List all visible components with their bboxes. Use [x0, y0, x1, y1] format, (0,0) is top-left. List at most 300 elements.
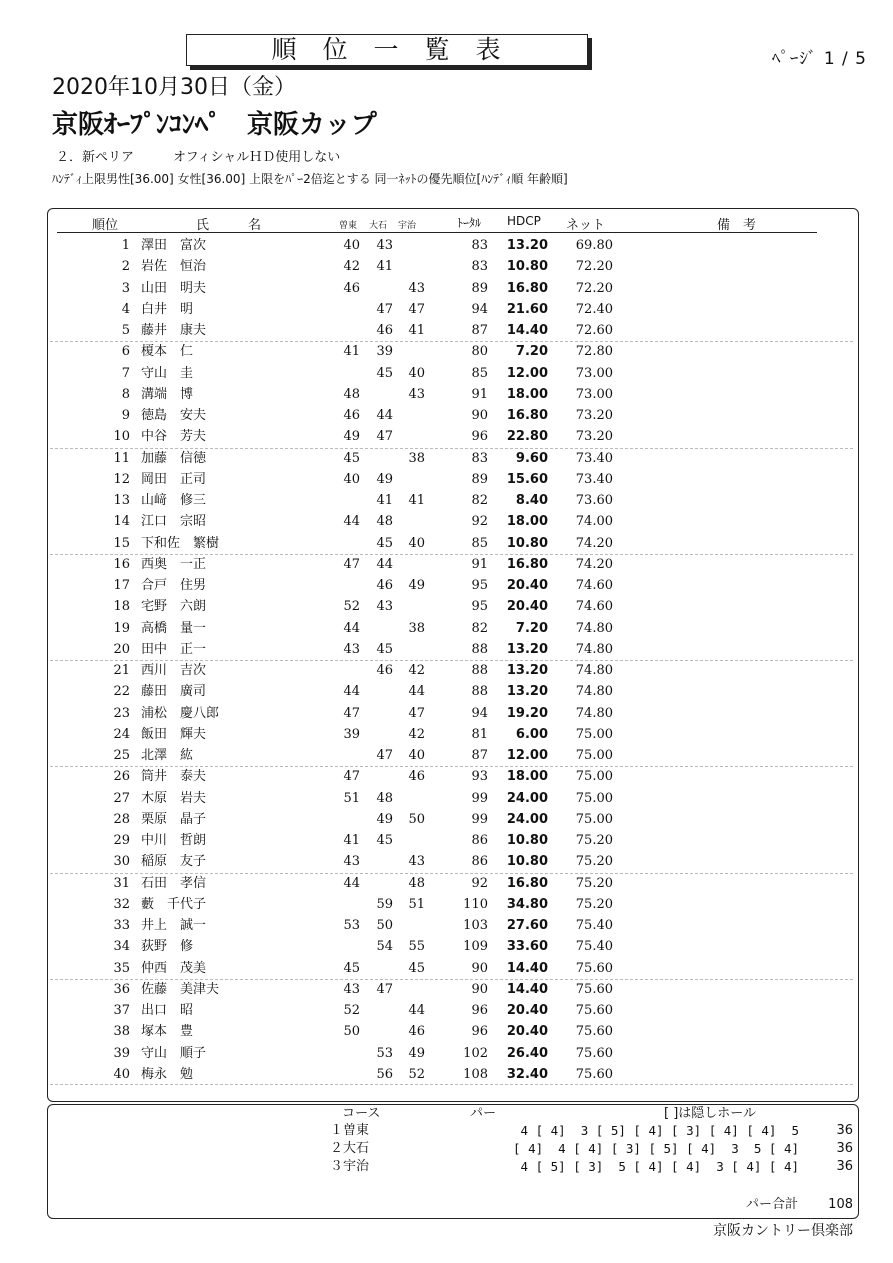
total-score: 94	[471, 705, 488, 721]
player-name: 宅野 六朗	[141, 599, 207, 615]
player-name: 梅永 勉	[141, 1066, 194, 1082]
rank-cell: 20	[113, 641, 130, 657]
total-score: 99	[471, 811, 488, 827]
course3-score: 49	[408, 1045, 425, 1061]
total-score: 83	[471, 238, 488, 253]
course2-score: 46	[376, 663, 393, 678]
course2-score: 49	[376, 811, 393, 827]
course2-score: 48	[376, 790, 393, 806]
net-score: 75.60	[575, 981, 613, 997]
event-name: 京阪ｵｰﾌﾟﾝｺﾝﾍﾟ 京阪カップ	[52, 110, 377, 140]
net-score: 75.20	[575, 833, 613, 848]
total-score: 90	[471, 960, 488, 976]
net-score: 74.80	[575, 705, 613, 721]
hdcp-value: 18.00	[506, 514, 548, 530]
player-name: 筒井 泰夫	[141, 769, 207, 785]
course3-score: 44	[408, 684, 425, 700]
hdcp-value: 32.40	[506, 1066, 548, 1082]
hdcp-value: 27.60	[506, 918, 548, 933]
total-score: 108	[463, 1066, 488, 1082]
rank-cell: 12	[113, 471, 130, 487]
handicap-rule: ﾊﾝﾃﾞｨ上限男性[36.00] 女性[36.00] 上限をﾊﾟｰ2倍迄とする 同一ﾈｯﾄの優先順位[ﾊﾝﾃﾞｨ順 年齢順]	[52, 172, 568, 186]
total-score: 88	[471, 684, 488, 700]
course1-score: 44	[343, 620, 360, 636]
total-score: 85	[471, 535, 488, 551]
course-par-total: 36	[836, 1159, 853, 1174]
hdcp-value: 21.60	[506, 301, 548, 317]
total-score: 96	[471, 429, 488, 445]
course2-score: 49	[376, 471, 393, 487]
hdcp-value: 33.60	[506, 939, 548, 955]
course3-score: 44	[408, 1003, 425, 1018]
player-name: 守山 圭	[141, 365, 194, 381]
rank-cell: 13	[113, 493, 130, 508]
total-score: 90	[471, 408, 488, 423]
player-name: 藤井 康夫	[141, 323, 207, 338]
course2-score: 48	[376, 514, 393, 530]
rank-cell: 14	[113, 514, 130, 530]
hdcp-value: 20.40	[506, 1024, 548, 1040]
net-score: 74.80	[575, 684, 613, 700]
course3-score: 43	[408, 386, 425, 402]
net-score: 75.60	[575, 1024, 613, 1040]
course-name: ３宇治	[330, 1159, 370, 1174]
rank-cell: 10	[113, 429, 130, 445]
hdcp-value: 13.20	[506, 641, 548, 657]
course3-score: 40	[408, 365, 425, 381]
course-par-total: 36	[836, 1123, 853, 1138]
net-score: 74.80	[575, 641, 613, 657]
course3-score: 52	[408, 1066, 425, 1082]
net-score: 74.80	[575, 663, 613, 678]
club-name: 京阪カントリー倶楽部	[713, 1223, 853, 1239]
net-score: 75.00	[575, 748, 613, 763]
hdcp-value: 24.00	[506, 790, 548, 806]
course3-score: 42	[408, 726, 425, 742]
course-par-total: 36	[836, 1141, 853, 1156]
course1-score: 44	[343, 875, 360, 891]
hdcp-value: 10.80	[506, 854, 548, 870]
total-score: 80	[471, 344, 488, 360]
player-name: 藤田 廣司	[141, 684, 207, 700]
course2-score: 47	[376, 981, 393, 997]
scoring-method: ２．新ペリア オフィシャルＨＤ使用しない	[56, 150, 341, 165]
course1-score: 50	[343, 1024, 360, 1040]
course3-score: 45	[408, 960, 425, 976]
net-score: 75.40	[575, 918, 613, 933]
player-name: 合戸 住男	[141, 578, 207, 593]
col-header-rank: 順位	[92, 218, 119, 233]
course-name: ２大石	[330, 1141, 370, 1156]
hdcp-value: 20.40	[506, 1003, 548, 1018]
course2-score: 53	[376, 1045, 393, 1061]
course2-score: 45	[376, 365, 393, 381]
hdcp-value: 18.00	[506, 386, 548, 402]
col-header-name: 氏 名	[196, 218, 262, 233]
course1-score: 51	[343, 790, 360, 806]
rank-cell: 7	[121, 365, 130, 381]
hdcp-value: 16.80	[506, 556, 548, 572]
course1-score: 44	[343, 514, 360, 530]
course3-score: 47	[408, 705, 425, 721]
total-score: 87	[471, 748, 488, 763]
course1-score: 44	[343, 684, 360, 700]
col-header-net: ネット	[566, 218, 606, 233]
net-score: 75.20	[575, 896, 613, 912]
total-score: 85	[471, 365, 488, 381]
player-name: 飯田 輝夫	[141, 726, 207, 742]
course2-score: 43	[376, 238, 393, 253]
player-name: 木原 岩夫	[141, 790, 207, 806]
course1-score: 46	[343, 280, 360, 296]
rank-cell: 17	[113, 578, 130, 593]
player-name: 中川 哲朗	[141, 833, 207, 848]
player-name: 藪 千代子	[141, 896, 207, 912]
rank-cell: 3	[121, 280, 130, 296]
player-name: 佐藤 美津夫	[141, 981, 220, 997]
course3-score: 40	[408, 748, 425, 763]
course1-score: 39	[343, 726, 360, 742]
rank-cell: 40	[113, 1066, 130, 1082]
player-name: 下和佐 繁樹	[141, 535, 220, 551]
total-score: 95	[471, 578, 488, 593]
total-score: 81	[471, 726, 488, 742]
player-name: 江口 宗昭	[141, 514, 207, 530]
net-score: 72.80	[575, 344, 613, 360]
course2-score: 47	[376, 301, 393, 317]
net-score: 75.20	[575, 854, 613, 870]
net-score: 75.00	[575, 769, 613, 785]
rank-cell: 36	[113, 981, 130, 997]
hdcp-value: 10.80	[506, 535, 548, 551]
rank-cell: 37	[113, 1003, 130, 1018]
rank-cell: 5	[121, 323, 130, 338]
course3-score: 48	[408, 875, 425, 891]
player-name: 岡田 正司	[141, 471, 207, 487]
rank-cell: 15	[113, 535, 130, 551]
hdcp-value: 16.80	[506, 280, 548, 296]
hdcp-value: 9.60	[515, 450, 548, 466]
course2-score: 39	[376, 344, 393, 360]
header-divider	[57, 232, 817, 233]
rank-cell: 26	[113, 769, 130, 785]
course-pars: 4 [ 5] [ 3] 5 [ 4] [ 4] 3 [ 4] [ 4]	[520, 1159, 799, 1174]
course1-score: 46	[343, 408, 360, 423]
player-name: 北澤 紘	[141, 748, 194, 763]
course1-score: 43	[343, 641, 360, 657]
hdcp-value: 20.40	[506, 578, 548, 593]
total-score: 93	[471, 769, 488, 785]
total-score: 89	[471, 471, 488, 487]
player-name: 田中 正一	[141, 641, 207, 657]
total-score: 109	[463, 939, 488, 955]
hdcp-value: 6.00	[515, 726, 548, 742]
rank-cell: 23	[113, 705, 130, 721]
hdcp-value: 24.00	[506, 811, 548, 827]
course1-score: 40	[343, 471, 360, 487]
rank-cell: 8	[121, 386, 130, 402]
hdcp-value: 34.80	[506, 896, 548, 912]
total-score: 102	[463, 1045, 488, 1061]
hdcp-value: 8.40	[515, 493, 548, 508]
course2-score: 46	[376, 578, 393, 593]
net-score: 75.60	[575, 960, 613, 976]
total-score: 88	[471, 641, 488, 657]
hdcp-value: 7.20	[515, 344, 548, 360]
net-score: 73.00	[575, 365, 613, 381]
total-score: 82	[471, 620, 488, 636]
net-score: 72.40	[575, 301, 613, 317]
event-date: 2020年10月30日（金）	[52, 75, 296, 100]
hdcp-value: 22.80	[506, 429, 548, 445]
hdcp-value: 12.00	[506, 365, 548, 381]
course3-score: 38	[408, 450, 425, 466]
rank-cell: 6	[121, 344, 130, 360]
hdcp-value: 16.80	[506, 875, 548, 891]
course1-score: 40	[343, 238, 360, 253]
hdcp-value: 19.20	[506, 705, 548, 721]
rank-cell: 28	[113, 811, 130, 827]
net-score: 72.20	[575, 280, 613, 296]
rank-cell: 35	[113, 960, 130, 976]
player-name: 仲西 茂美	[141, 960, 207, 976]
hdcp-value: 13.20	[506, 663, 548, 678]
course2-score: 50	[376, 918, 393, 933]
course-name: １曽東	[330, 1123, 370, 1138]
hdcp-value: 14.40	[506, 960, 548, 976]
hdcp-value: 16.80	[506, 408, 548, 423]
total-score: 95	[471, 599, 488, 615]
rank-cell: 39	[113, 1045, 130, 1061]
hdcp-value: 20.40	[506, 599, 548, 615]
course1-score: 43	[343, 854, 360, 870]
course1-score: 52	[343, 599, 360, 615]
total-score: 88	[471, 663, 488, 678]
player-name: 榎本 仁	[141, 344, 194, 360]
net-score: 73.20	[575, 429, 613, 445]
rank-cell: 24	[113, 726, 130, 742]
course2-score: 41	[376, 259, 393, 275]
player-name: 溝端 博	[141, 386, 194, 402]
rank-cell: 22	[113, 684, 130, 700]
rank-cell: 33	[113, 918, 130, 933]
course2-score: 47	[376, 748, 393, 763]
net-score: 75.60	[575, 1003, 613, 1018]
total-score: 94	[471, 301, 488, 317]
rank-cell: 30	[113, 854, 130, 870]
net-score: 73.40	[575, 471, 613, 487]
total-score: 86	[471, 833, 488, 848]
net-score: 74.20	[575, 535, 613, 551]
hidden-hole-note: [ ]は隠しホール	[664, 1106, 757, 1121]
course3-score: 46	[408, 1024, 425, 1040]
col-header-total: ﾄｰﾀﾙ	[457, 216, 482, 230]
course3-score: 47	[408, 301, 425, 317]
net-score: 74.00	[575, 514, 613, 530]
total-score: 83	[471, 450, 488, 466]
net-score: 73.60	[575, 493, 613, 508]
col-header-course1: 曽東	[339, 221, 358, 231]
total-score: 96	[471, 1024, 488, 1040]
course2-score: 47	[376, 429, 393, 445]
net-score: 75.40	[575, 939, 613, 955]
par-total-label: パー合計	[746, 1197, 799, 1212]
player-name: 荻野 修	[141, 939, 194, 955]
total-score: 87	[471, 323, 488, 338]
course1-score: 41	[343, 344, 360, 360]
course1-score: 47	[343, 705, 360, 721]
hdcp-value: 7.20	[515, 620, 548, 636]
player-name: 西川 吉次	[141, 663, 207, 678]
table-end-divider	[50, 1084, 853, 1085]
player-name: 高橋 量一	[141, 620, 207, 636]
col-header-course3: 宇治	[398, 221, 417, 231]
col-header-hdcp: HDCP	[507, 214, 541, 228]
rank-cell: 27	[113, 790, 130, 806]
rank-cell: 34	[113, 939, 130, 955]
net-score: 75.20	[575, 875, 613, 891]
hdcp-value: 13.20	[506, 684, 548, 700]
course2-score: 45	[376, 641, 393, 657]
par-label: パー	[470, 1106, 497, 1121]
total-score: 90	[471, 981, 488, 997]
net-score: 75.00	[575, 811, 613, 827]
hdcp-value: 10.80	[506, 833, 548, 848]
course3-score: 38	[408, 620, 425, 636]
net-score: 73.20	[575, 408, 613, 423]
player-name: 守山 順子	[141, 1045, 207, 1061]
rank-cell: 38	[113, 1024, 130, 1040]
total-score: 92	[471, 875, 488, 891]
net-score: 75.00	[575, 726, 613, 742]
course2-score: 56	[376, 1066, 393, 1082]
rank-cell: 19	[113, 620, 130, 636]
course1-score: 52	[343, 1003, 360, 1018]
hdcp-value: 10.80	[506, 259, 548, 275]
par-total-value: 108	[828, 1197, 853, 1212]
total-score: 83	[471, 259, 488, 275]
net-score: 74.80	[575, 620, 613, 636]
player-name: 出口 昭	[141, 1003, 194, 1018]
course3-score: 42	[408, 663, 425, 678]
net-score: 74.60	[575, 578, 613, 593]
rank-cell: 1	[121, 238, 130, 253]
page-title: 順位一覧表	[271, 35, 527, 64]
course1-score: 41	[343, 833, 360, 848]
rank-cell: 18	[113, 599, 130, 615]
hdcp-value: 14.40	[506, 323, 548, 338]
total-score: 96	[471, 1003, 488, 1018]
course2-score: 44	[376, 556, 393, 572]
course3-score: 41	[408, 493, 425, 508]
net-score: 74.60	[575, 599, 613, 615]
course3-score: 49	[408, 578, 425, 593]
hdcp-value: 15.60	[506, 471, 548, 487]
course2-score: 41	[376, 493, 393, 508]
hdcp-value: 12.00	[506, 748, 548, 763]
hdcp-value: 26.40	[506, 1045, 548, 1061]
player-name: 稲原 友子	[141, 854, 207, 870]
course2-score: 43	[376, 599, 393, 615]
player-name: 山﨑 修三	[141, 493, 207, 508]
player-name: 徳島 安夫	[141, 408, 207, 423]
course1-score: 53	[343, 918, 360, 933]
course1-score: 48	[343, 386, 360, 402]
net-score: 72.60	[575, 323, 613, 338]
course1-score: 49	[343, 429, 360, 445]
total-score: 91	[471, 556, 488, 572]
net-score: 74.20	[575, 556, 613, 572]
col-header-course2: 大石	[369, 221, 388, 231]
player-name: 浦松 慶八郎	[141, 705, 220, 721]
course2-score: 59	[376, 896, 393, 912]
player-name: 西奥 一正	[141, 556, 207, 572]
rank-cell: 16	[113, 556, 130, 572]
rank-cell: 29	[113, 833, 130, 848]
rank-cell: 32	[113, 896, 130, 912]
course3-score: 51	[408, 896, 425, 912]
player-name: 加藤 信徳	[141, 450, 207, 466]
rank-cell: 2	[121, 259, 130, 275]
player-name: 山田 明夫	[141, 280, 207, 296]
course2-score: 45	[376, 833, 393, 848]
rank-cell: 31	[113, 875, 130, 891]
page-number: ﾍﾟｰｼﾞ 1 / 5	[771, 49, 867, 69]
course-label: コース	[342, 1106, 381, 1121]
course2-score: 54	[376, 939, 393, 955]
net-score: 75.60	[575, 1066, 613, 1082]
net-score: 69.80	[575, 238, 613, 253]
course3-score: 40	[408, 535, 425, 551]
course-pars: 4 [ 4] 3 [ 5] [ 4] [ 3] [ 4] [ 4] 5	[520, 1123, 799, 1138]
total-score: 89	[471, 280, 488, 296]
course2-score: 46	[376, 323, 393, 338]
course1-score: 43	[343, 981, 360, 997]
course1-score: 45	[343, 960, 360, 976]
course3-score: 50	[408, 811, 425, 827]
course2-score: 44	[376, 408, 393, 423]
net-score: 72.20	[575, 259, 613, 275]
course3-score: 55	[408, 939, 425, 955]
player-name: 井上 誠一	[141, 918, 207, 933]
hdcp-value: 13.20	[506, 238, 548, 253]
course3-score: 43	[408, 280, 425, 296]
player-name: 澤田 富次	[141, 238, 207, 253]
course1-score: 45	[343, 450, 360, 466]
course3-score: 41	[408, 323, 425, 338]
net-score: 75.00	[575, 790, 613, 806]
net-score: 73.00	[575, 386, 613, 402]
player-name: 塚本 豊	[141, 1024, 194, 1040]
net-score: 75.60	[575, 1045, 613, 1061]
total-score: 92	[471, 514, 488, 530]
player-name: 栗原 晶子	[141, 811, 207, 827]
total-score: 82	[471, 493, 488, 508]
player-name: 白井 明	[141, 301, 194, 317]
player-name: 中谷 芳夫	[141, 429, 207, 445]
total-score: 103	[463, 918, 488, 933]
hdcp-value: 14.40	[506, 981, 548, 997]
course1-score: 47	[343, 556, 360, 572]
rank-cell: 25	[113, 748, 130, 763]
course1-score: 42	[343, 259, 360, 275]
total-score: 91	[471, 386, 488, 402]
course3-score: 43	[408, 854, 425, 870]
player-name: 岩佐 恒治	[141, 259, 207, 275]
course2-score: 45	[376, 535, 393, 551]
total-score: 86	[471, 854, 488, 870]
hdcp-value: 18.00	[506, 769, 548, 785]
